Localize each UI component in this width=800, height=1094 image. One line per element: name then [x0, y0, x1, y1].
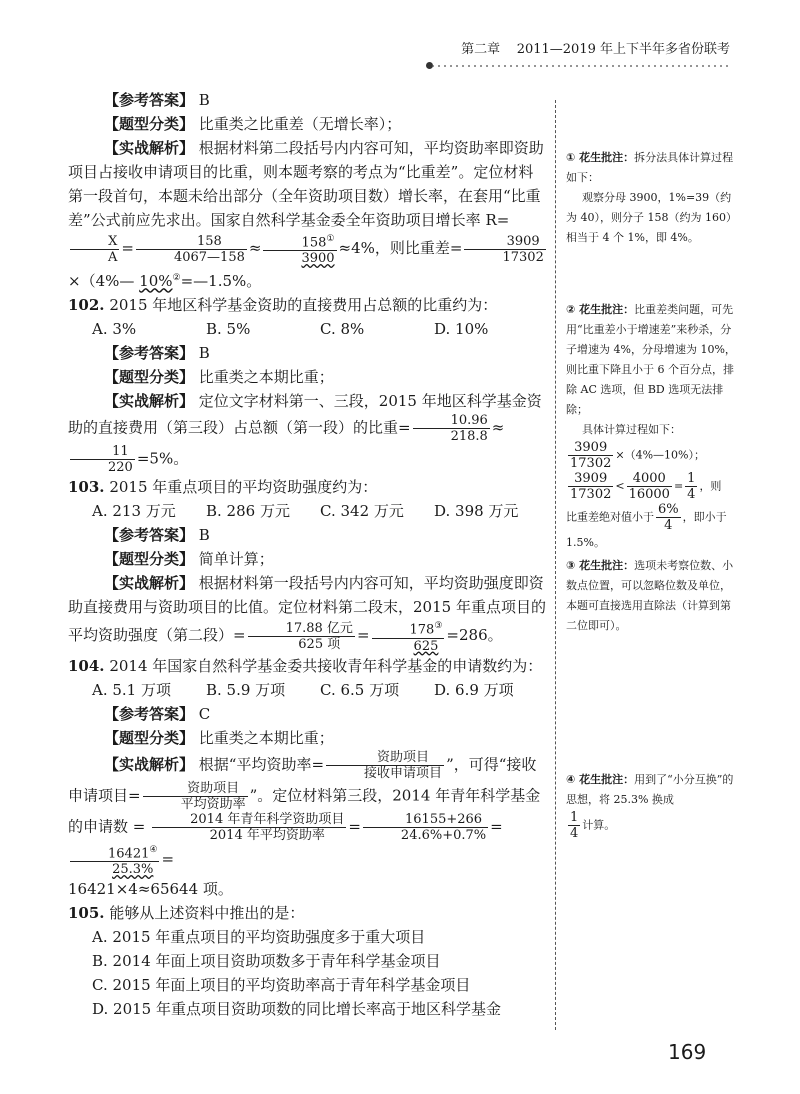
option: A. 213 万元: [92, 502, 176, 521]
q105-option-c: C. 2015 年面上项目的平均资助率高于青年科学基金项目: [92, 975, 471, 994]
q104-options: [68, 678, 548, 702]
option: B. 286 万元: [206, 502, 290, 521]
fraction: $\frac{X}{A}$: [70, 234, 119, 265]
q101-analysis: 【实战解析】 根据材料第二段括号内内容可知，平均资助率即资助项目占接收申请项目的比重，则本题考察的考点为“比重差”。定位材料第一段首句，本题未给出部分（全年资助项目数）增长率，在套用“比重差”公式前应先求出。国家自然科学基金委全年资助项目增长率 R= $\frac{X}{A}$ = $\frac{158}{4067—158}$ ≈ $\frac{158^①}{3900}$ ≈4%，则比重差= $\frac{3909}{17302}$ ×（4%— 10%②=—1.5%。: [68, 139, 544, 291]
option: A. 3%: [92, 320, 137, 339]
side-note-3: ③ 花生批注：选项未考察位数、小数点位置，可以忽略位数及单位，本题可直接选用直除法（计算到第二位即可）。: [566, 559, 734, 632]
q103-options: [68, 499, 548, 523]
option: D. 10%: [434, 320, 489, 339]
q103-answer: 【参考答案】 B: [104, 526, 210, 545]
margin-divider: [555, 100, 556, 1030]
option: C. 6.5 万项: [320, 680, 400, 699]
fraction: $\frac{16421^④}{25.3\%}$: [70, 843, 159, 877]
q102-stem: 102. 2015 年地区科学基金资助的直接费用占总额的比重约为：: [68, 296, 498, 315]
side-note-4: ④ 花生批注：用到了“小分互换”的思想，将 25.3% 换成 $\frac{1}{4}$ 计算。: [566, 773, 734, 841]
chapter-title: 2011—2019 年上下半年多省份联考: [516, 42, 730, 57]
q101-answer: 【参考答案】 B: [104, 91, 210, 109]
running-header: [430, 38, 730, 57]
q104-analysis: 【实战解析】 根据“平均资助率= $\frac{\text{资助项目}}{\text{接收申请项目}}$ ”，可得“接收申请项目= $\frac{\text{资助项目}}{\text{平均资助率}}$ ”。定位材料第三段，2014 年青年科学基金的申请数 = $\frac{\text{2014 年青年科学资助项目}}{\text{2014 年平均资助率}}$ = $\frac{16155+266}{24.6\%+0.7\%}$ = $\frac{16421^④}{25.3\%}$ =: [68, 749, 541, 877]
side-note-1: ① 花生批注：拆分法具体计算过程如下： 观察分母 3900，1%=39（约为 40），则分子 158（约为 160）相当于 4 个 1%，即 4%。: [566, 151, 734, 244]
option: B. 5.9 万项: [206, 680, 286, 699]
fraction: $\frac{\text{资助项目}}{\text{接收申请项目}}$: [326, 750, 444, 781]
fraction: $\frac{10.96}{218.8}$: [413, 413, 490, 444]
fraction: $\frac{3909}{17302}$: [464, 234, 545, 265]
fraction: $\frac{11}{220}$: [70, 444, 135, 475]
fraction: $\frac{178^③}{625}$: [372, 619, 445, 653]
q104-type: 【题型分类】 比重类之本期比重；: [104, 728, 334, 747]
option: D. 6.9 万项: [434, 680, 514, 699]
main-column: [68, 88, 548, 1021]
fraction: $\frac{16155+266}{24.6\%+0.7\%}$: [363, 812, 488, 843]
q104-stem: 104. 2014 年国家自然科学基金委共接收青年科学基金的申请数约为：: [68, 656, 543, 675]
q101-type: 【题型分类】 比重类之比重差（无增长率）；: [104, 115, 402, 133]
option: C. 8%: [320, 320, 365, 339]
header-dotted-rule: [430, 64, 730, 68]
q104-answer: 【参考答案】 C: [104, 704, 211, 723]
q102-type: 【题型分类】 比重类之本期比重；: [104, 368, 334, 387]
q105-option-a: A. 2015 年重点项目的平均资助强度多于重大项目: [92, 927, 426, 946]
q102-options: [68, 317, 548, 341]
q105-option-b: B. 2014 年面上项目资助项数多于青年科学基金项目: [92, 951, 441, 970]
fraction: $\frac{\text{资助项目}}{\text{平均资助率}}$: [143, 781, 248, 812]
q104-result: 16421×4≈65644 项。: [68, 879, 233, 898]
chapter-label: 第二章: [461, 42, 501, 57]
option: A. 5.1 万项: [92, 680, 171, 699]
page-number: 169: [668, 1040, 707, 1064]
fraction: $\frac{158}{4067—158}$: [136, 234, 247, 265]
fraction: $\frac{\text{17.88 亿元}}{\text{625 项}}$: [248, 621, 355, 652]
side-note-2: ② 花生批注：比重差类问题，可先用“比重差小于增速差”来秒杀，分子增速为 4%，分母增速为 10%，则比重下降且小于 6 个百分点，排除 AC 选项，但 BD 选项无法排除； 具体计算过程如下： $\frac{3909}{17302}$ ×（4%—10%）； $\frac{3909}{17302}$ < $\frac{4000}{16000}$ = $\frac{1}{4}$ ，则 比重差绝对值小于 $\frac{6\%}{4}$ ，即小于 1.5%。: [566, 303, 736, 549]
option: B. 5%: [206, 320, 251, 339]
q103-analysis: 【实战解析】 根据材料第一段括号内内容可知，平均资助强度即资助直接费用与资助项目的比值。定位材料第二段末，2015 年重点项目的平均资助强度（第二段）= $\frac{\text{17.88 亿元}}{\text{625 项}}$ = $\frac{178^③}{625}$ =286。: [68, 574, 546, 654]
option: C. 342 万元: [320, 502, 404, 521]
q105-stem: 105. 能够从上述资料中推出的是：: [68, 903, 305, 922]
q102-answer: 【参考答案】 B: [104, 344, 210, 363]
q103-stem: 103. 2015 年重点项目的平均资助强度约为：: [68, 478, 378, 497]
q105-option-d: D. 2015 年重点项目资助项数的同比增长率高于地区科学基金: [92, 999, 501, 1018]
q103-type: 【题型分类】 简单计算；: [104, 550, 274, 569]
q102-analysis: 【实战解析】 定位文字材料第一、三段，2015 年地区科学基金资助的直接费用（第三段）占总额（第一段）的比重= $\frac{10.96}{218.8}$ ≈ $\frac{11}{220}$ =5%。: [68, 392, 542, 476]
fraction: $\frac{158^①}{3900}$: [263, 232, 336, 266]
option: D. 398 万元: [434, 502, 519, 521]
fraction: $\frac{\text{2014 年青年科学资助项目}}{\text{2014 年平均资助率}}$: [152, 812, 346, 843]
